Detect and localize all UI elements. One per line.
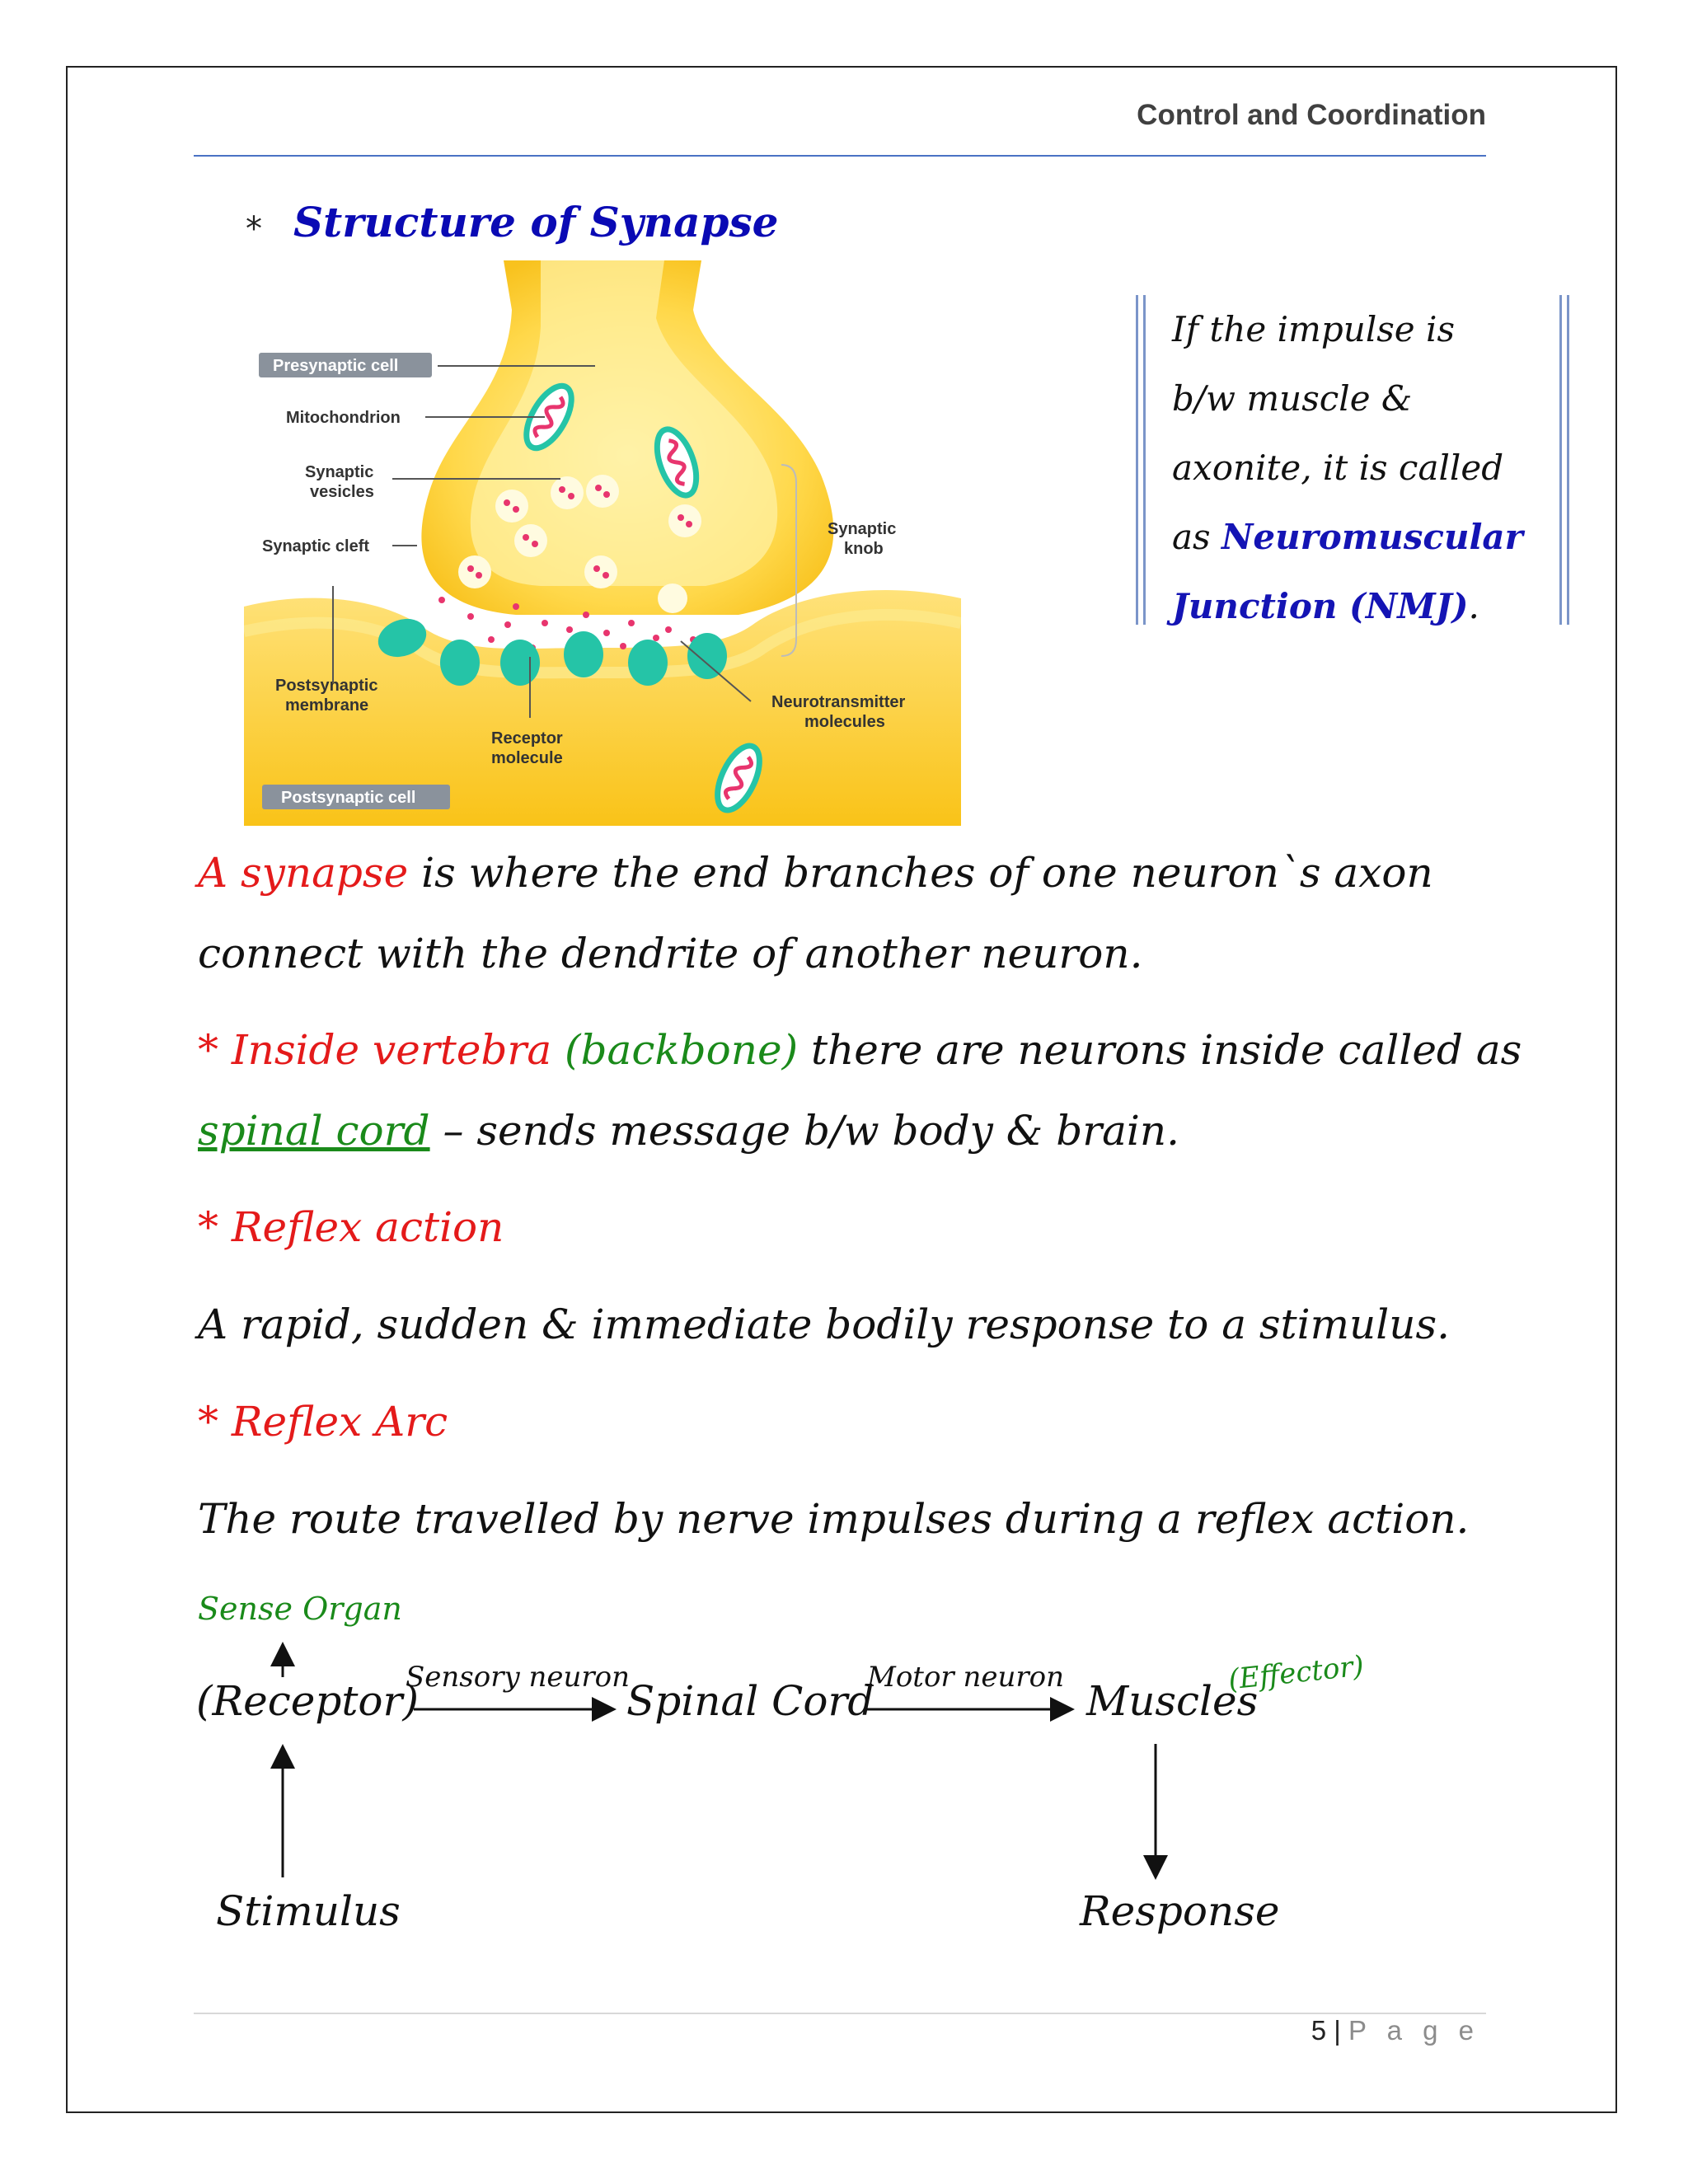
callout-line-1: If the impulse is (1172, 309, 1455, 349)
label-presynaptic-cell: Presynaptic cell (273, 357, 399, 375)
section-title: Structure of Synapse (293, 198, 779, 246)
reflex-arc-text: The route travelled by nerve impulses during a reflex action. (198, 1495, 1470, 1543)
synapse-term: A synapse (198, 849, 409, 897)
callout-term-neuromuscular: Neuromuscular (1221, 517, 1523, 557)
label-synaptic-knob-1: Synaptic (828, 520, 897, 538)
vertebra-text: there are neurons inside called as (798, 1026, 1522, 1074)
footer-rule (194, 2013, 1486, 2014)
reflex-arc-heading: * Reflex Arc (198, 1398, 448, 1446)
flow-spinal-cord: Spinal Cord (626, 1677, 874, 1725)
page-footer (1311, 2015, 1480, 2046)
spinal-cord-text: – sends message b/w body & brain. (429, 1107, 1180, 1155)
page-number: 5 (1311, 2015, 1327, 2046)
flow-motor-neuron-label: Motor neuron (867, 1661, 1065, 1694)
flow-sense-organ: Sense Organ (198, 1591, 402, 1627)
callout-line-2: b/w muscle & (1172, 378, 1413, 419)
label-synaptic-vesicles-1: Synaptic (305, 463, 374, 481)
label-neurotransmitter-2: molecules (804, 713, 885, 731)
page-word: P a g e (1348, 2015, 1480, 2046)
label-synaptic-cleft: Synaptic cleft (262, 537, 370, 555)
callout-line-5-end: . (1468, 586, 1479, 626)
callout-term-junction: Junction (NMJ) (1172, 586, 1469, 626)
page-separator: | (1326, 2015, 1349, 2046)
inside-vertebra-term: Inside vertebra (231, 1026, 552, 1074)
flow-effector: (Effector) (1226, 1649, 1366, 1697)
label-mitochondrion: Mitochondrion (286, 409, 401, 427)
backbone-term: (backbone) (565, 1026, 799, 1074)
callout-line-4-prefix: as (1172, 517, 1221, 557)
label-postsynaptic-cell: Postsynaptic cell (281, 789, 416, 807)
label-synaptic-knob-2: knob (844, 540, 884, 558)
flow-sensory-neuron-label: Sensory neuron (406, 1661, 631, 1694)
flow-receptor: (Receptor) (196, 1677, 419, 1725)
label-receptor-molecule-2: molecule (491, 749, 563, 767)
running-header: Control and Coordination (1137, 99, 1486, 131)
label-receptor-molecule-1: Receptor (491, 729, 563, 748)
label-postsynaptic-membrane-2: membrane (285, 696, 369, 715)
label-postsynaptic-membrane-1: Postsynaptic (275, 677, 378, 695)
section-bullet: * (246, 210, 262, 248)
vertebra-star: * (198, 1026, 232, 1074)
label-synaptic-vesicles-2: vesicles (310, 483, 374, 501)
reflex-action-text: A rapid, sudden & immediate bodily response to a stimulus. (198, 1301, 1450, 1348)
reflex-action-heading: * Reflex action (198, 1203, 504, 1251)
synapse-definition-text: is where the end branches of one neuron`s axon (408, 849, 1433, 897)
flow-stimulus: Stimulus (216, 1887, 401, 1935)
spinal-cord-term: spinal cord (198, 1107, 430, 1155)
callout-line-3: axonite, it is called (1172, 448, 1504, 488)
flow-muscles: Muscles (1086, 1677, 1259, 1725)
flow-response: Response (1080, 1887, 1280, 1935)
label-neurotransmitter-1: Neurotransmitter (771, 693, 906, 711)
synapse-definition-line-2: connect with the dendrite of another neuron. (198, 930, 1143, 977)
